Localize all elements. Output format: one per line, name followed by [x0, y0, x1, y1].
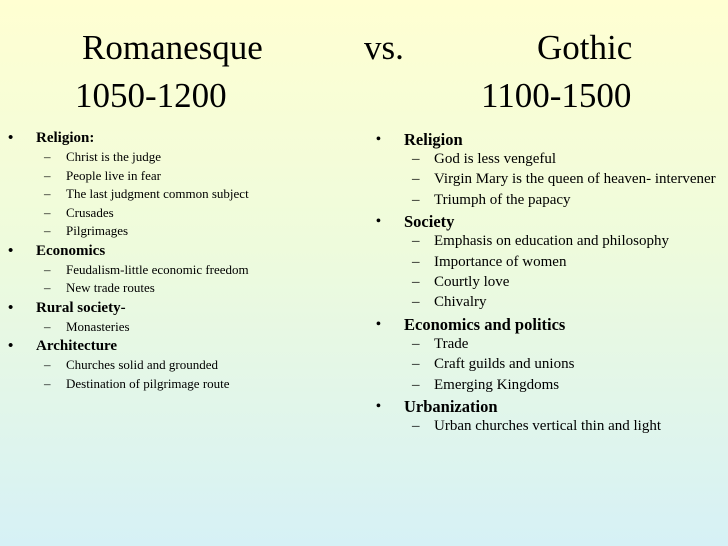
romanesque-column	[8, 128, 358, 393]
dash-bullet-icon: –	[44, 149, 51, 164]
gothic-item	[376, 192, 722, 209]
dash-bullet-icon: –	[44, 261, 51, 277]
gothic-section-economics-and-politics	[376, 315, 722, 335]
list-item-text: Christ is the judge	[66, 149, 161, 164]
list-item-text: Pilgrimages	[66, 223, 129, 238]
romanesque-item	[8, 318, 358, 337]
gothic-item	[376, 418, 722, 435]
list-item-text: Monasteries	[66, 318, 130, 334]
dash-bullet-icon: –	[44, 280, 51, 295]
dash-bullet-icon: –	[44, 375, 51, 391]
list-item-text: Courtly love	[434, 273, 510, 290]
list-item-text: Urban churches vertical thin and light	[434, 417, 662, 434]
romanesque-title: Romanesque	[82, 28, 263, 67]
romanesque-item	[8, 222, 358, 241]
section-heading: Economics and politics	[404, 314, 566, 334]
list-item-text: Churches solid and grounded	[66, 357, 219, 372]
dash-bullet-icon: –	[412, 191, 420, 208]
gothic-title: Gothic	[537, 28, 633, 67]
dash-bullet-icon: –	[412, 171, 420, 188]
list-item-text: Chivalry	[434, 294, 487, 311]
list-item-text: Trade	[434, 335, 469, 352]
romanesque-item	[8, 185, 358, 204]
gothic-item	[376, 233, 722, 250]
list-item-text: The last judgment common subject	[66, 186, 249, 201]
gothic-years: 1100-1500	[481, 76, 632, 115]
list-item-text: Feudalism-little economic freedom	[66, 261, 249, 277]
list-item-text: God is less vengeful	[434, 151, 557, 167]
bullet-icon: •	[8, 338, 14, 354]
dash-bullet-icon: –	[44, 318, 51, 334]
gothic-section-urbanization	[376, 397, 722, 417]
dash-bullet-icon: –	[412, 335, 420, 352]
dash-bullet-icon: –	[412, 253, 420, 270]
gothic-item	[376, 356, 722, 373]
dash-bullet-icon: –	[412, 273, 420, 290]
romanesque-section-economics	[8, 242, 358, 261]
dash-bullet-icon: –	[44, 167, 51, 183]
list-item-text: Destination of pilgrimage route	[66, 375, 230, 391]
list-item-text: Crusades	[66, 204, 114, 220]
romanesque-item	[8, 167, 358, 186]
dash-bullet-icon: –	[44, 204, 51, 220]
dash-bullet-icon: –	[412, 356, 420, 373]
bullet-icon: •	[376, 398, 381, 414]
romanesque-item	[8, 204, 358, 223]
romanesque-section-rural-society	[8, 299, 358, 318]
section-heading: Economics	[36, 242, 106, 259]
dash-bullet-icon: –	[412, 151, 420, 167]
dash-bullet-icon: –	[44, 223, 51, 238]
romanesque-item	[8, 279, 358, 298]
gothic-section-religion	[376, 130, 722, 150]
romanesque-section-religion	[8, 129, 358, 148]
gothic-item	[376, 171, 722, 188]
dash-bullet-icon: –	[412, 294, 420, 311]
dash-bullet-icon: –	[412, 376, 420, 393]
list-item-text: Importance of women	[434, 253, 567, 270]
section-heading: Architecture	[36, 338, 118, 354]
romanesque-item	[8, 261, 358, 280]
versus-label: vs.	[364, 28, 404, 67]
gothic-item	[376, 151, 722, 168]
list-item-text: Emerging Kingdoms	[434, 376, 560, 393]
bullet-icon: •	[376, 132, 381, 147]
dash-bullet-icon: –	[44, 186, 51, 201]
list-item-text: New trade routes	[66, 280, 155, 295]
list-item-text: People live in fear	[66, 167, 161, 183]
romanesque-item	[8, 375, 358, 394]
gothic-item	[376, 336, 722, 353]
list-item-text: Craft guilds and unions	[434, 356, 575, 373]
section-heading: Rural society-	[36, 299, 126, 316]
section-heading: Religion:	[36, 130, 95, 146]
romanesque-item	[8, 356, 358, 375]
dash-bullet-icon: –	[412, 233, 420, 250]
section-heading: Society	[404, 212, 455, 232]
dash-bullet-icon: –	[44, 357, 51, 372]
bullet-icon: •	[8, 130, 14, 146]
gothic-column	[376, 128, 722, 438]
list-item-text: Emphasis on education and philosophy	[434, 233, 669, 250]
gothic-item	[376, 254, 722, 271]
list-item-text: Virgin Mary is the queen of heaven- intervener	[434, 171, 716, 188]
gothic-item	[376, 377, 722, 394]
gothic-section-society	[376, 212, 722, 232]
romanesque-section-architecture	[8, 337, 358, 356]
list-item-text: Triumph of the papacy	[434, 191, 571, 208]
section-heading: Religion	[404, 130, 463, 149]
dash-bullet-icon: –	[412, 417, 420, 434]
section-heading: Urbanization	[404, 396, 498, 416]
gothic-item	[376, 294, 722, 311]
gothic-item	[376, 274, 722, 291]
bullet-icon: •	[376, 316, 381, 332]
romanesque-item	[8, 148, 358, 167]
bullet-icon: •	[376, 214, 381, 230]
romanesque-years: 1050-1200	[75, 76, 227, 115]
bullet-icon: •	[8, 299, 14, 316]
bullet-icon: •	[8, 242, 14, 259]
